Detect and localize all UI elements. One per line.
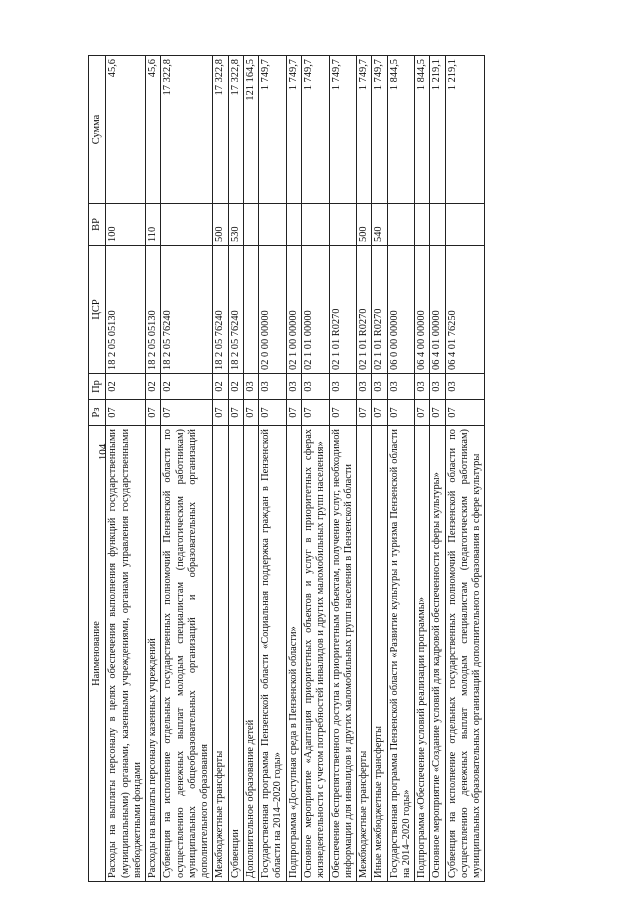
cell-name: Подпрограмма «Обеспечение условий реализации программы» [415, 426, 430, 882]
cell-name: Обеспечение беспрепятственного доступа к приоритетным объектам, получение услуг, необходимой информации для инвалидов и других маломобильных групп населения в Пензенской области [329, 426, 357, 882]
cell-rz: 07 [430, 400, 445, 426]
cell-sum: 45,6 [146, 56, 161, 204]
cell-csr: 18 2 05 76240 [161, 246, 213, 374]
cell-sum: 17 322,8 [161, 56, 213, 204]
cell-sum: 1 749,7 [357, 56, 372, 204]
cell-vr [415, 204, 430, 246]
cell-name: Межбюджетные трансферты [213, 426, 228, 882]
cell-sum: 121 164,5 [243, 56, 258, 204]
table-row [415, 56, 430, 882]
cell-pr: 02 [228, 374, 243, 400]
table-row [445, 56, 485, 882]
cell-name: Субвенция на исполнение отдельных государственных полномочий Пензенской области по осуществлению денежных выплат молодым специалистам (педагогическим работникам) муниципальных общеобразовательных организаций и образовательных организаций дополнительного образования [161, 426, 213, 882]
table-header-row [89, 56, 106, 882]
cell-csr: 06 4 01 76250 [445, 246, 485, 374]
header-sum: Сумма [89, 56, 106, 204]
cell-rz: 07 [243, 400, 258, 426]
cell-csr: 06 0 00 00000 [387, 246, 415, 374]
cell-sum: 1 844,5 [415, 56, 430, 204]
cell-vr: 540 [372, 204, 387, 246]
cell-vr [161, 204, 213, 246]
cell-rz: 07 [106, 400, 146, 426]
table-row [387, 56, 415, 882]
cell-vr: 100 [106, 204, 146, 246]
cell-pr: 03 [372, 374, 387, 400]
cell-pr: 03 [357, 374, 372, 400]
cell-name: Основное мероприятие «Адаптация приоритетных объектов и услуг в приоритетных сферах жизнедеятельности с учетом потребностей инвалидов и других маломобильных групп населения» [301, 426, 329, 882]
cell-rz: 07 [213, 400, 228, 426]
table-row [213, 56, 228, 882]
cell-sum: 1 219,1 [430, 56, 445, 204]
page-number: 104 [97, 443, 109, 461]
cell-pr: 03 [301, 374, 329, 400]
cell-sum: 1 749,7 [372, 56, 387, 204]
cell-vr [430, 204, 445, 246]
cell-vr [329, 204, 357, 246]
cell-vr [445, 204, 485, 246]
cell-sum: 17 322,8 [213, 56, 228, 204]
cell-name: Основное мероприятие «Создание условий для кадровой обеспеченности сферы культуры» [430, 426, 445, 882]
cell-rz: 07 [372, 400, 387, 426]
cell-sum: 1 749,7 [259, 56, 287, 204]
cell-vr: 500 [213, 204, 228, 246]
cell-sum: 1 749,7 [301, 56, 329, 204]
cell-pr: 02 [161, 374, 213, 400]
table-row [106, 56, 146, 882]
cell-vr [259, 204, 287, 246]
cell-csr [243, 246, 258, 374]
header-name: Наименование [89, 426, 106, 882]
header-pr: Пр [89, 374, 106, 400]
cell-vr [286, 204, 301, 246]
cell-rz: 07 [228, 400, 243, 426]
cell-csr: 02 1 01 R0270 [329, 246, 357, 374]
table-row [329, 56, 357, 882]
cell-pr: 02 [146, 374, 161, 400]
cell-vr [301, 204, 329, 246]
cell-csr: 02 1 01 R0270 [372, 246, 387, 374]
cell-csr: 18 2 05 76240 [228, 246, 243, 374]
cell-name: Расходы на выплаты персоналу в целях обеспечения выполнения функций государственными (муниципальными) органами, казенными учреждениями, органами управления государственными внебюджетными фондами [106, 426, 146, 882]
cell-csr: 06 4 00 00000 [415, 246, 430, 374]
cell-pr: 03 [445, 374, 485, 400]
table-row [146, 56, 161, 882]
cell-name: Иные межбюджетные трансферты [372, 426, 387, 882]
cell-pr: 03 [259, 374, 287, 400]
cell-sum: 45,6 [106, 56, 146, 204]
table-row [430, 56, 445, 882]
cell-pr: 02 [213, 374, 228, 400]
cell-rz: 07 [387, 400, 415, 426]
cell-rz: 07 [329, 400, 357, 426]
cell-vr [243, 204, 258, 246]
table-row [243, 56, 258, 882]
cell-sum: 1 749,7 [286, 56, 301, 204]
cell-csr: 06 4 01 00000 [430, 246, 445, 374]
cell-name: Государственная программа Пензенской области «Развитие культуры и туризма Пензенской области на 2014–2020 годы» [387, 426, 415, 882]
cell-pr: 03 [415, 374, 430, 400]
cell-name: Межбюджетные трансферты [357, 426, 372, 882]
table-row [259, 56, 287, 882]
cell-csr: 18 2 05 05130 [146, 246, 161, 374]
cell-csr: 18 2 05 05130 [106, 246, 146, 374]
cell-csr: 02 0 00 00000 [259, 246, 287, 374]
table-row [286, 56, 301, 882]
cell-rz: 07 [286, 400, 301, 426]
cell-pr: 03 [387, 374, 415, 400]
cell-rz: 07 [301, 400, 329, 426]
table-body [106, 56, 485, 882]
cell-rz: 07 [415, 400, 430, 426]
table-row [228, 56, 243, 882]
cell-vr [387, 204, 415, 246]
rotated-page-content [88, 56, 548, 882]
cell-pr: 02 [106, 374, 146, 400]
table-row [357, 56, 372, 882]
cell-vr: 530 [228, 204, 243, 246]
cell-name: Расходы на выплаты персоналу казенных учреждений [146, 426, 161, 882]
cell-rz: 07 [259, 400, 287, 426]
cell-name: Субвенции [228, 426, 243, 882]
budget-table [88, 55, 485, 882]
cell-pr: 03 [286, 374, 301, 400]
cell-rz: 07 [445, 400, 485, 426]
cell-pr: 03 [430, 374, 445, 400]
header-csr: ЦСР [89, 246, 106, 374]
cell-csr: 02 1 01 R0270 [357, 246, 372, 374]
cell-name: Дополнительное образование детей [243, 426, 258, 882]
cell-csr: 02 1 00 00000 [286, 246, 301, 374]
cell-pr: 03 [329, 374, 357, 400]
cell-sum: 1 219,1 [445, 56, 485, 204]
cell-rz: 07 [146, 400, 161, 426]
cell-sum: 1 749,7 [329, 56, 357, 204]
cell-vr: 500 [357, 204, 372, 246]
cell-rz: 07 [161, 400, 213, 426]
cell-name: Субвенция на исполнение отдельных государственных полномочий Пензенской области по осуществлению денежных выплат молодым специалистам (педагогическим работникам) муниципальных образовательных организаций дополнительного образования в сфере культуры [445, 426, 485, 882]
header-rz: Рз [89, 400, 106, 426]
cell-sum: 1 844,5 [387, 56, 415, 204]
table-row [301, 56, 329, 882]
cell-csr: 02 1 01 00000 [301, 246, 329, 374]
cell-name: Государственная программа Пензенской области «Социальная поддержка граждан в Пензенской области на 2014–2020 годы» [259, 426, 287, 882]
cell-vr: 110 [146, 204, 161, 246]
table-row [372, 56, 387, 882]
cell-pr: 03 [243, 374, 258, 400]
header-vr: ВР [89, 204, 106, 246]
cell-csr: 18 2 05 76240 [213, 246, 228, 374]
cell-name: Подпрограмма «Доступная среда в Пензенской области» [286, 426, 301, 882]
cell-rz: 07 [357, 400, 372, 426]
cell-sum: 17 322,8 [228, 56, 243, 204]
table-row [161, 56, 213, 882]
